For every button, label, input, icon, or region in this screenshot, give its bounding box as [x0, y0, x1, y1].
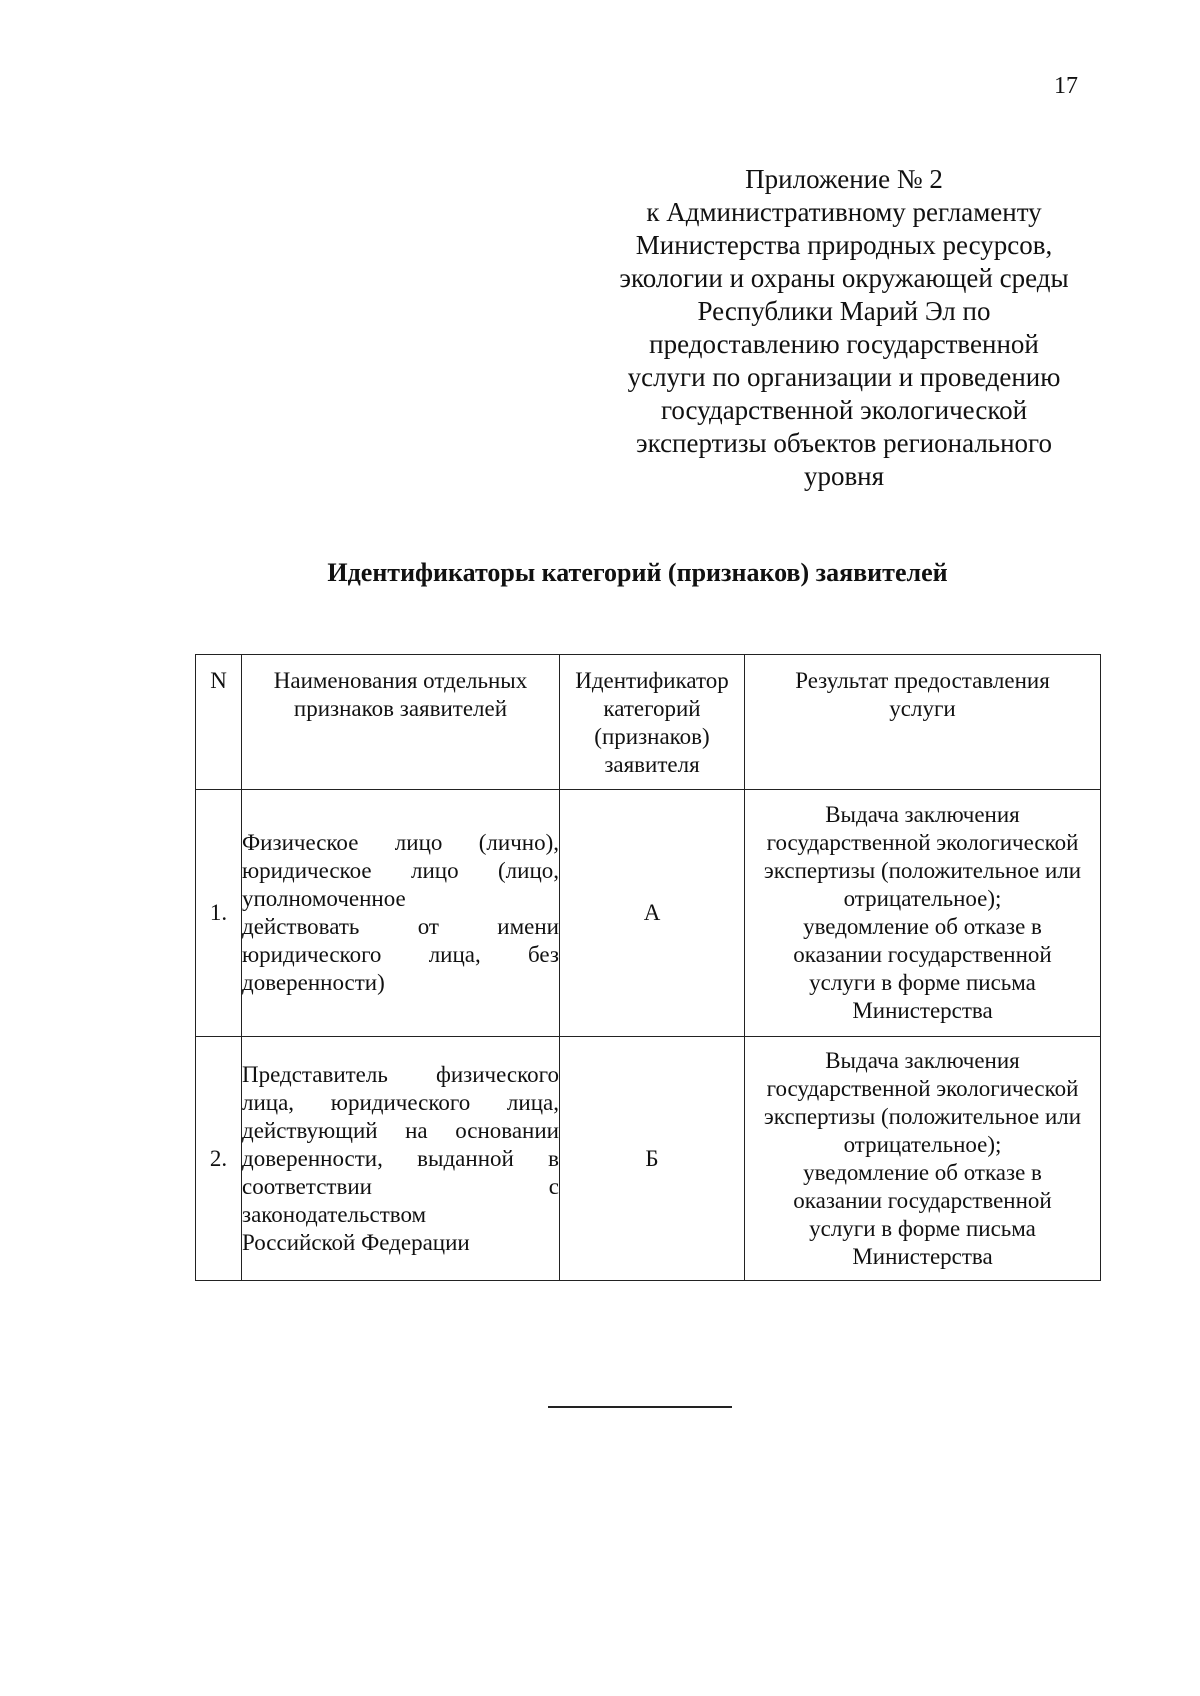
- row-number-cell: [196, 1037, 242, 1281]
- table-row: [196, 790, 1101, 1037]
- row-name-line: законодательством: [242, 1201, 427, 1227]
- row-result-cell: [745, 790, 1101, 1037]
- header-result-line: услуги: [889, 696, 956, 721]
- applicant-identifiers-table: [195, 654, 1101, 1281]
- row-number-cell: [196, 790, 242, 1037]
- appendix-caption-line: Министерства природных ресурсов,: [635, 230, 1053, 260]
- appendix-caption-line: государственной экологической: [660, 395, 1028, 425]
- row-name-line: юридического лица, без: [242, 942, 559, 967]
- row-result-line: уведомление об отказе в: [803, 1159, 1042, 1185]
- row-name-line: Российской Федерации: [242, 1229, 470, 1255]
- appendix-caption-line: Приложение № 2: [745, 164, 943, 194]
- header-identifier-cell: [560, 655, 745, 790]
- row-name-line: действующий на основании: [242, 1117, 559, 1143]
- appendix-caption-line: услуги по организации и проведению: [627, 362, 1061, 392]
- row-result-line: услуги в форме письма: [809, 1215, 1036, 1241]
- row-result-cell: [745, 1037, 1101, 1281]
- row-result-line: оказании государственной: [793, 942, 1052, 967]
- row-result-line: Выдача заключения: [825, 1047, 1020, 1073]
- appendix-caption-line: экологии и охраны окружающей среды: [619, 263, 1069, 293]
- row-number: 2.: [209, 1145, 228, 1171]
- row-result-line: Министерства: [852, 998, 993, 1023]
- row-result-line: отрицательное);: [843, 1131, 1002, 1157]
- row-name-line: доверенности, выданной в: [242, 1145, 559, 1171]
- row-name-line: уполномоченное: [242, 886, 406, 911]
- table-header-row: [196, 655, 1101, 790]
- row-result-line: государственной экологической: [766, 1075, 1079, 1101]
- appendix-caption-line: к Административному регламенту: [646, 197, 1042, 227]
- row-name-line: действовать от имени: [242, 914, 559, 939]
- row-identifier-cell: [560, 1037, 745, 1281]
- header-name-cell: [242, 655, 560, 790]
- row-name-line: доверенности): [242, 970, 385, 995]
- row-name-line: юридическое лицо (лицо,: [242, 858, 559, 883]
- row-identifier-cell: [560, 790, 745, 1037]
- header-result-line: Результат предоставления: [795, 668, 1050, 693]
- header-name-line: Наименования отдельных: [273, 668, 528, 693]
- appendix-caption-line: уровня: [803, 461, 885, 491]
- header-identifier-line: категорий: [603, 696, 701, 721]
- row-result-line: уведомление об отказе в: [803, 914, 1042, 939]
- row-name-line: соответствии с: [242, 1173, 559, 1199]
- row-name-text: [242, 1061, 559, 1257]
- header-number-cell: [196, 655, 242, 790]
- row-result-line: Министерства: [852, 1243, 993, 1269]
- row-result-line: государственной экологической: [766, 830, 1079, 855]
- row-result-line: оказании государственной: [793, 1187, 1052, 1213]
- row-name-cell: [242, 790, 560, 1037]
- row-result-line: экспертизы (положительное или: [763, 1103, 1082, 1129]
- row-result-line: экспертизы (положительное или: [763, 858, 1082, 883]
- row-name-line: Физическое лицо (лично),: [242, 830, 559, 855]
- row-result-line: Выдача заключения: [825, 802, 1020, 827]
- appendix-caption-line: экспертизы объектов регионального: [636, 428, 1052, 458]
- header-result-cell: [745, 655, 1101, 790]
- row-name-cell: [242, 1037, 560, 1281]
- header-name-line: признаков заявителей: [293, 696, 508, 721]
- row-name-line: лица, юридического лица,: [242, 1089, 559, 1115]
- row-result-line: отрицательное);: [843, 886, 1002, 911]
- row-identifier: Б: [645, 1145, 659, 1171]
- appendix-caption: [580, 163, 1108, 493]
- header-number-label: N: [210, 668, 227, 693]
- header-identifier-line: Идентификатор: [575, 668, 729, 693]
- end-of-document-rule: [548, 1406, 732, 1408]
- appendix-caption-line: предоставлению государственной: [649, 329, 1039, 359]
- row-identifier: А: [643, 900, 661, 925]
- row-result-line: услуги в форме письма: [809, 970, 1036, 995]
- row-name-line: Представитель физического: [242, 1061, 559, 1087]
- header-identifier-line: заявителя: [604, 752, 700, 777]
- document-title: Идентификаторы категорий (признаков) заявителей: [327, 558, 948, 587]
- header-identifier-line: (признаков): [594, 724, 710, 749]
- row-number: 1.: [209, 900, 228, 925]
- appendix-caption-line: Республики Марий Эл по: [697, 296, 991, 326]
- table-row: [196, 1037, 1101, 1281]
- page-number: 17: [1054, 73, 1078, 99]
- row-name-text: [242, 829, 559, 997]
